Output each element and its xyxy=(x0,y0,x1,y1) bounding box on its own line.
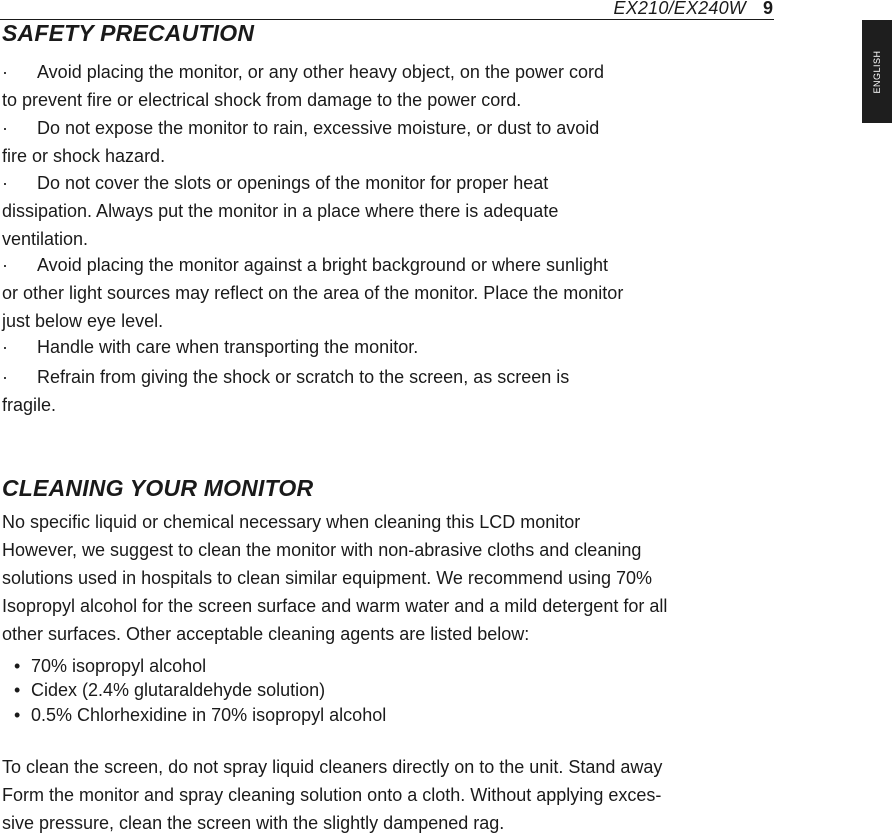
page-header xyxy=(0,0,774,20)
safety-item-5: · Handle with care when transporting the monitor. xyxy=(2,333,418,361)
bullet: · xyxy=(2,118,8,138)
bullet: · xyxy=(2,337,8,357)
page-number: 9 xyxy=(762,0,773,18)
safety-item-6: · Refrain from giving the shock or scratch to the screen, as screen is fragile. xyxy=(2,363,569,419)
safety-item-2: · Do not expose the monitor to rain, excessive moisture, or dust to avoid fire or shock hazard. xyxy=(2,114,599,170)
bullet: · xyxy=(2,367,8,387)
safety-item-4: · Avoid placing the monitor against a bright background or where sunlight or other light sources may reflect on the area of the monitor. Place the monitor just below eye level. xyxy=(2,251,623,335)
cleaning-closing: To clean the screen, do not spray liquid cleaners directly on to the unit. Stand away Form the monitor and spray cleaning solution onto a cloth. Without applying exces- sive pressure, clean the screen with the slightly dampened rag. xyxy=(2,757,663,833)
bullet: · xyxy=(2,255,8,275)
bullet: · xyxy=(2,173,8,193)
cleaning-title: CLEANING YOUR MONITOR xyxy=(2,475,314,501)
cleaning-intro: No specific liquid or chemical necessary when cleaning this LCD monitor However, we suggest to clean the monitor with non-abrasive cloths and cleaning solutions used in hospitals to clean similar equipment. We recommend using 70% Isopropyl alcohol for the screen surface and warm water and a mild detergent for all other surfaces. Other acceptable cleaning agents are listed below: xyxy=(2,512,668,644)
safety-title: SAFETY PRECAUTION xyxy=(2,20,255,46)
agent-item-1: • 70% isopropyl alcohol xyxy=(14,656,207,676)
agent-item-3: • 0.5% Chlorhexidine in 70% isopropyl alcohol xyxy=(14,705,387,725)
bullet: · xyxy=(2,62,8,82)
agent-item-2: • Cidex (2.4% glutaraldehyde solution) xyxy=(14,680,326,700)
language-tab xyxy=(862,20,892,123)
safety-item-1: · Avoid placing the monitor, or any other heavy object, on the power cord to prevent fire or electrical shock from damage to the power cord. xyxy=(2,58,604,114)
safety-item-3: · Do not cover the slots or openings of the monitor for proper heat dissipation. Always put the monitor in a place where there is adequate ventilation. xyxy=(2,169,558,253)
language-label: ENGLISH xyxy=(872,49,882,94)
model-name: EX210/EX240W xyxy=(613,0,746,18)
